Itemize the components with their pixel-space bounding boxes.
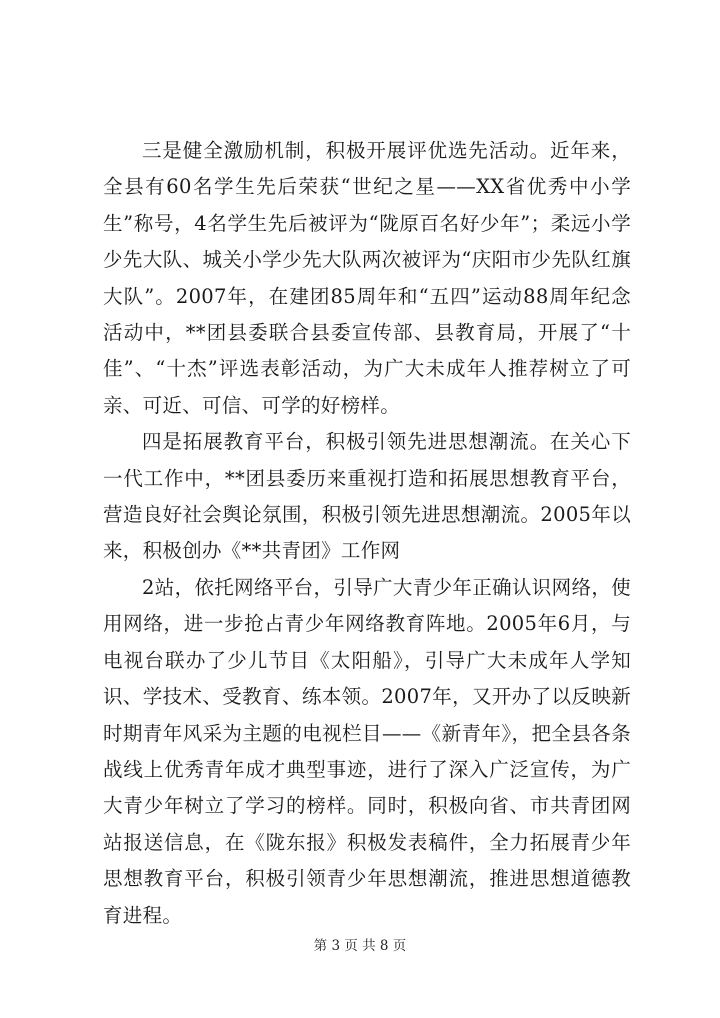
paragraph-network-station: 2站，依托网络平台，引导广大青少年正确认识网络，使用网络，进一步抢占青少年网络教育阵地。2005年6月，与电视台联办了少儿节目《太阳船》，引导广大未成年人学知识、学技术、受教育、练本领。2007年，又开办了以反映新时期青年风采为主题的电视栏目——《新青年》，把全县各条战线上优秀青年成才典型事迹，进行了深入广泛宣传，为广大青少年树立了学习的榜样。同时，积极向省、市共青团网站报送信息，在《陇东报》积极发表稿件，全力拓展青少年思想教育平台，积极引领青少年思想潮流，推进思想道德教育进程。	[103, 575, 631, 927]
page-number-footer: 第 3 页 共 8 页	[313, 938, 407, 954]
body-text	[103, 133, 631, 934]
paragraph-education-platform: 四是拓展教育平台，积极引领先进思想潮流。在关心下一代工作中，**团县委历来重视打造和拓展思想教育平台，营造良好社会舆论氛围，积极引领先进思想潮流。2005年以来，积极创办《**共青团》工作网	[103, 430, 631, 563]
paragraph-incentive-mechanism: 三是健全激励机制，积极开展评优选先活动。近年来，全县有60名学生先后荣获“世纪之星——XX省优秀中小学生”称号，4名学生先后被评为“陇原百名好少年”；柔远小学少先大队、城关小学少先大队两次被评为“庆阳市少先队红旗大队”。2007年，在建团85周年和“五四”运动88周年纪念活动中，**团县委联合县委宣传部、县教育局，开展了“十佳”、“十杰”评选表彰活动，为广大未成年人推荐树立了可亲、可近、可信、可学的好榜样。	[103, 139, 631, 417]
